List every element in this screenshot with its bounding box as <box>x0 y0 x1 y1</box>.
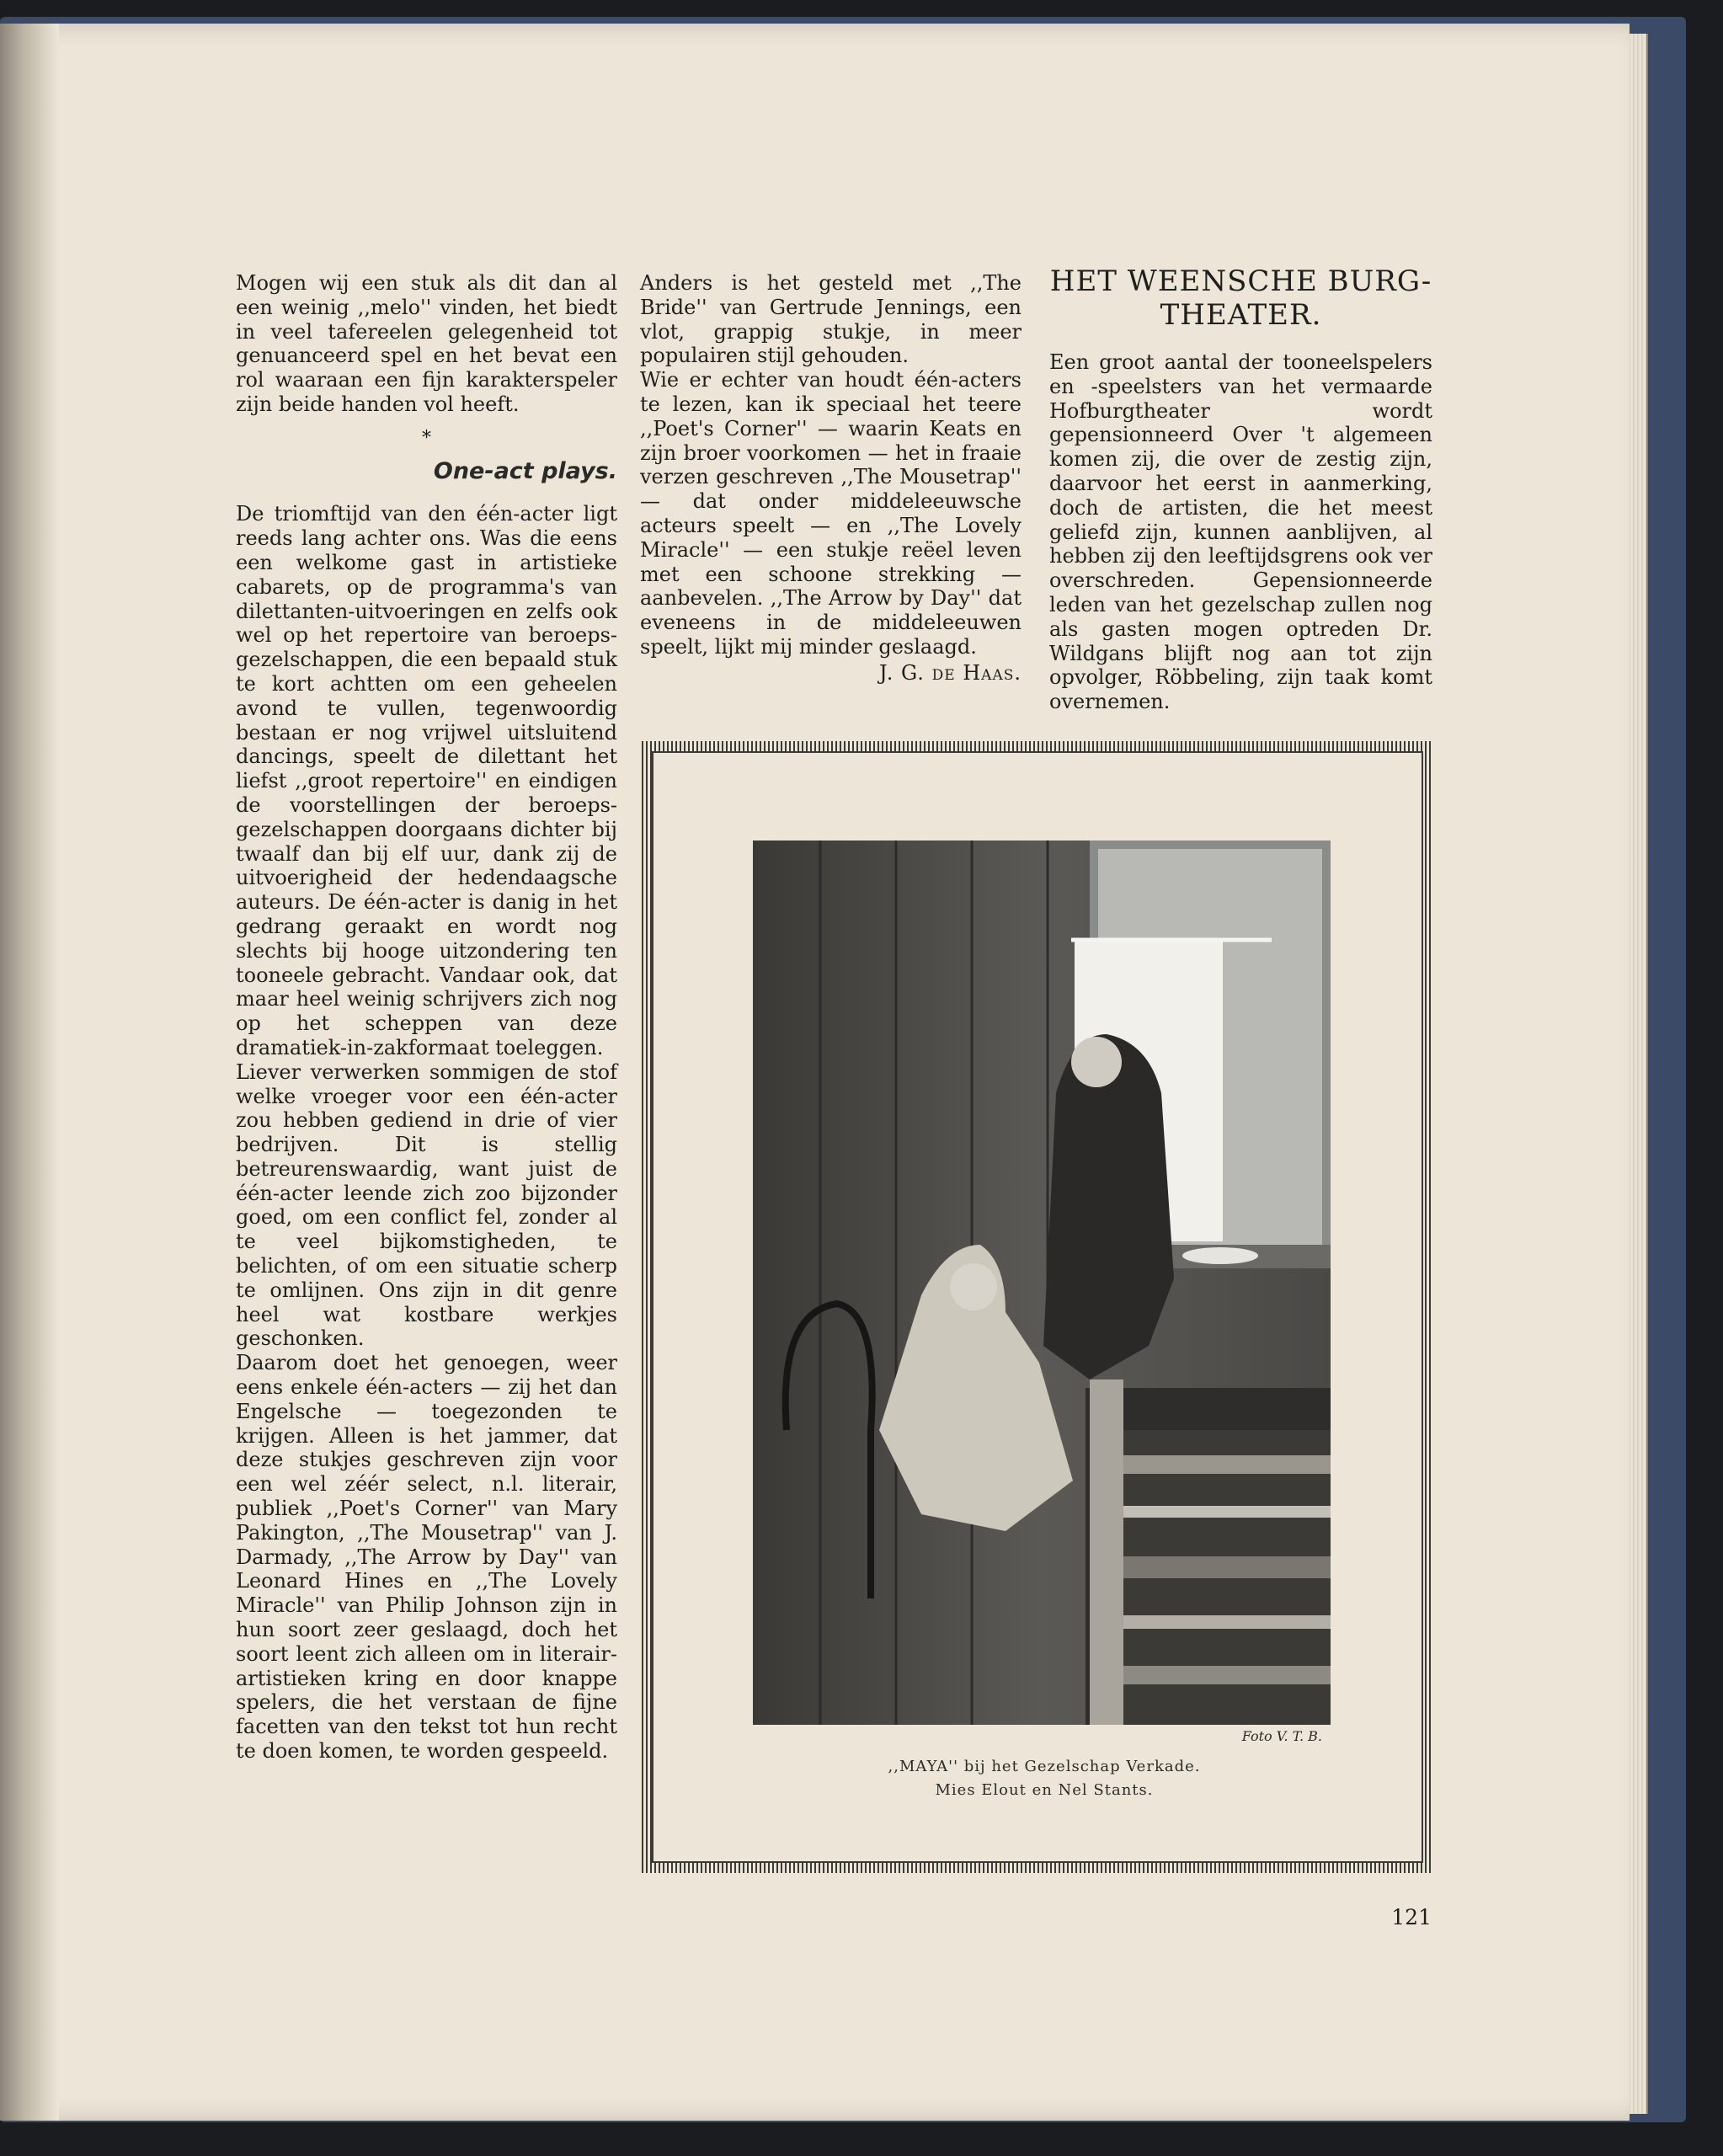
column-left <box>236 271 617 1764</box>
paragraph: De triomftijd van den één-acter ligt reeds lang achter ons. Was die eens een welkome gast in artistieke cabarets, op de programma's van dilettanten-uitvoeringen en zelfs ook wel op het repertoire van beroeps-gezelschappen, die een bepaald stuk te kort achtten om een geheelen avond te vullen, tegenwoordig bestaan er nog vrijwel uitsluitend dancings, speelt de dilettant het liefst ,,groot repertoire'' en eindigen de voorstellingen der beroeps-gezelschappen doorgaans dichter bij twaalf dan bij elf uur, dank zij de uitvoerigheid der hedendaagsche auteurs. De één-acter is danig in het gedrang geraakt en wordt nog slechts bij hooge uitzondering ten tooneele gebracht. Vandaar ook, dat maar heel weinig schrijvers zich nog op het scheppen van deze dramatiek-in-zakformaat toeleggen. <box>236 502 617 1059</box>
seated-woman-face <box>950 1263 997 1310</box>
paragraph: Wie er echter van houdt één-acters te lezen, kan ik speciaal het teere ,,Poet's Corner'' — waarin Keats en zijn broer voorkomen — het in fraaie verzen geschreven ,,The Mousetrap'' — dat onder middeleeuwsche acteurs speelt — en ,,The Lovely Miracle'' — een stukje reëel leven met een schoone strekking — aanbevelen. ,,The Arrow by Day'' dat eveneens in de middeleeuwen speelt, lijkt mij minder geslaagd. <box>640 368 1022 659</box>
standing-woman-figure <box>1043 1034 1174 1380</box>
page-number: 121 <box>1391 1905 1432 1929</box>
book-gutter <box>0 24 59 2121</box>
intro-paragraph: Mogen wij een stuk als dit dan al een weinig ,,melo'' vinden, het biedt in veel tafereelen gelegenheid tot genuanceerd spel en het bevat een rol waaraan een fijn karakterspeler zijn beide handen vol heeft. <box>236 271 617 416</box>
paragraph: Anders is het gesteld met ,,The Bride'' van Gertrude Jennings, een vlot, grappig stukje, in meer populairen stijl gehouden. <box>640 271 1022 368</box>
standing-woman-face <box>1071 1037 1122 1087</box>
column-middle <box>640 271 1022 686</box>
theatre-photo <box>753 841 1331 1725</box>
paragraph: Daarom doet het genoegen, weer eens enkele één-acters — zij het dan Engelsche — toegezonden te krijgen. Alleen is het jammer, dat deze stukjes geschreven zijn voor een wel zéér select, n.l. literair, publiek ,,Poet's Corner'' van Mary Pakington, ,,The Mousetrap'' van J. Darmady, ,,The Arrow by Day'' van Leonard Hines en ,,The Lovely Miracle'' van Philip Johnson zijn in hun soort zeer geslaagd, doch het soort leent zich alleen om in literair-artistieken kring en door knappe spelers, die het verstaan de fijne facetten van den tekst tot hun recht te doen komen, te worden gespeeld. <box>236 1351 617 1764</box>
article-heading: HET WEENSCHE BURG-THEATER. <box>1049 264 1432 332</box>
paragraph: Een groot aantal der tooneelspelers en -speelsters van het vermaarde Hofburgtheater wordt gepensionneerd Over 't algemeen komen zij, die over de zestig zijn, daarvoor het eerst in aanmerking, doch de artisten, die het meest geliefd zijn, kunnen aanblijven, al hebben zij den leeftijdsgrens ook ver overschreden. Gepensionneerde leden van het gezelschap zullen nog als gasten mogen optreden Dr. Wildgans blijft nog aan tot zijn opvolger, Röbbeling, zijn taak komt overnemen. <box>1049 350 1432 714</box>
signature-initials: J. G. <box>878 660 925 685</box>
section-separator: * <box>422 427 431 449</box>
bed-post <box>1090 1380 1123 1725</box>
striped-blanket <box>1123 1430 1331 1725</box>
paragraph: Liever verwerken sommigen de stof welke vroeger voor een één-acter zou hebben gediend in drie of vier bedrijven. Dit is stellig betreurenswaardig, want juist de één-acter leende zich zoo bijzonder goed, om een conflict fel, zonder al te veel bijkomstigheden, te belichten, of om een situatie scherp te omlijnen. Ons zijn in dit genre heel wat kostbare werkjes geschonken. <box>236 1059 617 1351</box>
photo-caption <box>758 1755 1331 1802</box>
caption-line: Mies Elout en Nel Stants. <box>935 1781 1154 1799</box>
photo-credit: Foto V. T. B. <box>1241 1728 1322 1744</box>
caption-line: ,,MAYA'' bij het Gezelschap Verkade. <box>888 1758 1201 1775</box>
folded-cloth <box>1182 1247 1258 1264</box>
signature-name: de Haas. <box>931 660 1022 685</box>
subheading-one-act-plays: One-act plays. <box>433 457 617 484</box>
column-right <box>1049 264 1432 714</box>
author-signature <box>640 661 1022 686</box>
